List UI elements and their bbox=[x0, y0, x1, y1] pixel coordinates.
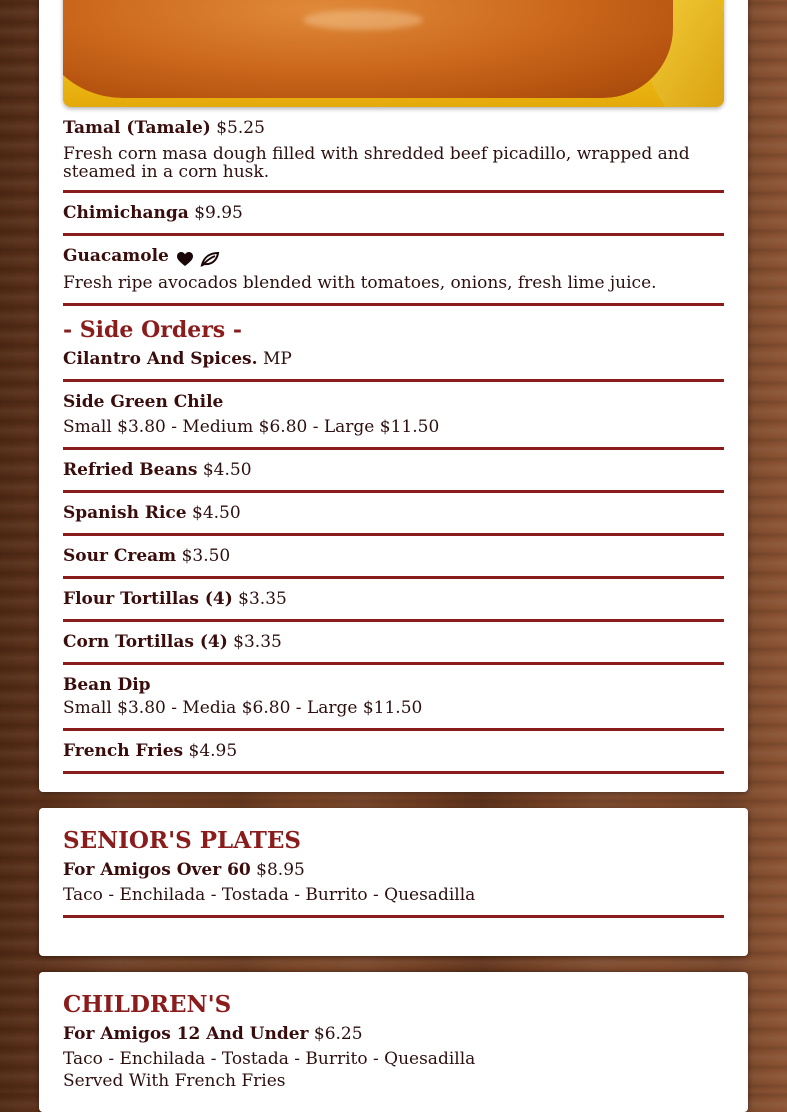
item-description: Taco - Enchilada - Tostada - Burrito - Quesadilla bbox=[63, 885, 476, 905]
section-title-children: CHILDREN'S bbox=[63, 991, 232, 1018]
menu-item-seniors-plate bbox=[63, 859, 724, 918]
tamale-photo bbox=[63, 0, 724, 107]
section-heading-side-orders: - Side Orders - bbox=[63, 317, 242, 343]
item-price: $4.50 bbox=[192, 503, 241, 523]
item-name: For Amigos 12 And Under bbox=[63, 1024, 309, 1044]
item-note: Served With French Fries bbox=[63, 1071, 286, 1091]
item-description: Fresh corn masa dough filled with shredded beef picadillo, wrapped and steamed in a corn husk. bbox=[63, 144, 690, 182]
menu-item-french-fries bbox=[63, 740, 724, 774]
section-title-seniors: SENIOR'S PLATES bbox=[63, 827, 302, 854]
item-name: Sour Cream bbox=[63, 546, 177, 566]
item-name: Cilantro And Spices. bbox=[63, 349, 258, 369]
item-name: Refried Beans bbox=[63, 460, 198, 480]
menu-item-spanish-rice bbox=[63, 502, 724, 536]
item-name: Chimichanga bbox=[63, 203, 189, 223]
sauce-gloss bbox=[303, 10, 423, 30]
menu-item-flour-tortillas bbox=[63, 588, 724, 622]
item-price: $8.95 bbox=[256, 860, 305, 880]
menu-card-seniors bbox=[39, 808, 748, 956]
menu-card-children bbox=[39, 972, 748, 1112]
item-price: $4.95 bbox=[188, 741, 238, 761]
item-price: $5.25 bbox=[216, 118, 265, 138]
item-name: Tamal (Tamale) bbox=[63, 118, 211, 138]
heart-icon bbox=[176, 251, 194, 267]
item-description: Taco - Enchilada - Tostada - Burrito - Quesadilla bbox=[63, 1049, 476, 1069]
item-description: Small $3.80 - Media $6.80 - Large $11.50 bbox=[63, 698, 423, 718]
menu-items-list bbox=[63, 117, 724, 774]
menu-item-bean-dip bbox=[63, 674, 724, 731]
item-name: French Fries bbox=[63, 741, 184, 761]
item-price: $6.25 bbox=[313, 1024, 363, 1044]
item-price: $3.35 bbox=[238, 589, 287, 609]
menu-item-tamal bbox=[63, 117, 724, 193]
item-name: Spanish Rice bbox=[63, 503, 187, 523]
item-name: For Amigos Over 60 bbox=[63, 860, 251, 880]
item-name: Side Green Chile bbox=[63, 392, 224, 412]
item-price: $9.95 bbox=[194, 203, 243, 223]
menu-item-cilantro bbox=[63, 348, 724, 382]
item-price: $3.35 bbox=[233, 632, 282, 652]
item-description: Small $3.80 - Medium $6.80 - Large $11.50 bbox=[63, 417, 440, 437]
menu-item-corn-tortillas bbox=[63, 631, 724, 665]
item-description: Fresh ripe avocados blended with tomatoes, onions, fresh lime juice. bbox=[63, 273, 657, 293]
item-price: $3.50 bbox=[181, 546, 231, 566]
item-name: Guacamole bbox=[63, 246, 169, 266]
item-name: Bean Dip bbox=[63, 675, 151, 695]
menu-item-side-green-chile bbox=[63, 391, 724, 450]
item-name: Corn Tortillas (4) bbox=[63, 632, 228, 652]
item-price: MP bbox=[262, 349, 292, 369]
menu-item-chimichanga bbox=[63, 202, 724, 236]
item-price: $4.50 bbox=[202, 460, 252, 480]
menu-item-refried-beans bbox=[63, 459, 724, 493]
leaf-icon bbox=[200, 251, 220, 267]
menu-item-children-plate bbox=[63, 1023, 724, 1092]
menu-card-appetizers bbox=[39, 0, 748, 792]
item-name: Flour Tortillas (4) bbox=[63, 589, 233, 609]
menu-item-sour-cream bbox=[63, 545, 724, 579]
menu-item-guacamole bbox=[63, 245, 724, 306]
